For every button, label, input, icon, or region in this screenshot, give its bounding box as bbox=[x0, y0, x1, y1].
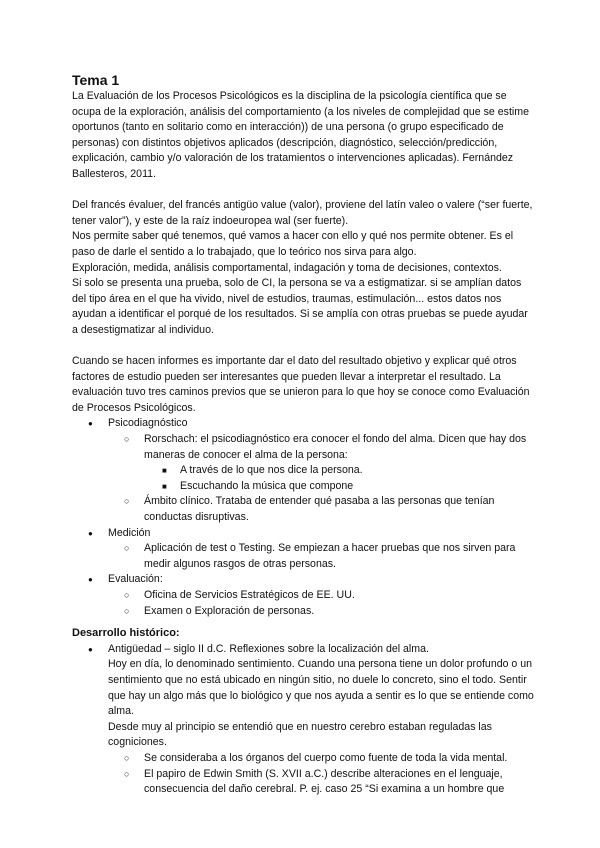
list-item: ○ Aplicación de test o Testing. Se empiezan a hacer pruebas que nos sirven para medir algunos rasgos de otras personas. bbox=[72, 541, 534, 572]
list-item bbox=[72, 572, 534, 619]
antiquity-sublist bbox=[72, 751, 534, 798]
path-medicion-label: Medición bbox=[108, 526, 151, 539]
psicodiagnostico-sublist bbox=[72, 432, 534, 526]
list-item bbox=[72, 416, 534, 525]
page-title: Tema 1 bbox=[72, 72, 120, 88]
list-item: ○ Ámbito clínico. Trataba de entender qué pasaba a las personas que tenían conductas disruptivas. bbox=[72, 494, 534, 525]
list-item bbox=[72, 432, 534, 494]
paths-list bbox=[72, 416, 534, 619]
rorschach-text: Rorschach: el psicodiagnóstico era conocer el fondo del alma. Dicen que hay dos maneras de conocer el alma de la persona: bbox=[144, 433, 527, 461]
list-item bbox=[72, 642, 534, 798]
history-heading: Desarrollo histórico: bbox=[72, 627, 180, 640]
list-item: ■ Escuchando la música que compone bbox=[72, 479, 534, 495]
purpose-paragraph-2: Exploración, medida, análisis comportamental, indagación y toma de decisiones, contextos. bbox=[72, 261, 502, 274]
path-psicodiagnostico-label: Psicodiagnóstico bbox=[108, 417, 188, 430]
purpose-paragraph-1: Nos permite saber qué tenemos, qué vamos a hacer con ello y qué nos permite obtener. Es el paso de darle el sentido a lo trabajado, que lo teórico nos sirva para algo. bbox=[72, 230, 514, 258]
list-item: ○ Oficina de Servicios Estratégicos de EE. UU. bbox=[72, 588, 534, 604]
purpose-paragraph-3: Si solo se presenta una prueba, solo de CI, la persona se va a estigmatizar. si se amplían datos del tipo área en el que ha vivido, nivel de estudios, traumas, estimulación... estos datos nos ayudan a identificar el porqué de los resultados. Si se amplía con otras pruebas se puede ayudar a desestigmatizar al individuo. bbox=[72, 277, 528, 336]
etymology-paragraph: Del francés évaluer, del francés antigüo value (valor), proviene del latín valeo o valere (“ser fuerte, tener valor”), y este de la raíz indoeuropea wal (ser fuerte). bbox=[72, 199, 533, 227]
document-page bbox=[72, 72, 534, 798]
reports-paragraph: Cuando se hacen informes es importante dar el dato del resultado objetivo y explicar qué otros factores de estudio pueden ser interesantes que pueden llevar a interpretar el resultado. La evaluación tuvo tres caminos previos que se unieron para lo que hoy se conoce como Evaluación de Procesos Psicológicos. bbox=[72, 355, 530, 414]
list-item: ○ El papiro de Edwin Smith (S. XVII a.C.) describe alteraciones en el lenguaje, consecuencia del daño cerebral. P. ej. caso 25 “Si examina a un hombre que bbox=[72, 767, 534, 798]
brain-text: Desde muy al principio se entendió que en nuestro cerebro estaban reguladas las cogniciones. bbox=[108, 720, 492, 749]
list-item: ■ A través de lo que nos dice la persona. bbox=[72, 463, 534, 479]
soul-ways-sublist bbox=[72, 463, 534, 494]
antiquity-text: Hoy en día, lo denominado sentimiento. Cuando una persona tiene un dolor profundo o un sentimiento que no está ubicado en ningún sitio, no duele lo concreto, sino el todo. Sentir que hay un algo más que lo biológico y que nos ayuda a sentir es lo que se entiende como alma. bbox=[108, 658, 534, 718]
intro-paragraph: La Evaluación de los Procesos Psicológicos es la disciplina de la psicología científica que se ocupa de la exploración, análisis del comportamiento (a los niveles de complejidad que se estime oportunos (tanto en solitario como en interacción)) de una persona (o grupo especificado de personas) con distintos objetivos aplicados (descripción, diagnóstico, selección/predicción, explicación, cambio y/o valoración de los tratamientos o intervenciones aplicadas). Fernández Ballesteros, 2011. bbox=[72, 90, 529, 180]
history-list bbox=[72, 642, 534, 798]
list-item: ○ Se consideraba a los órganos del cuerpo como fuente de toda la vida mental. bbox=[72, 751, 534, 767]
list-item bbox=[72, 526, 534, 573]
list-item: ○ Examen o Exploración de personas. bbox=[72, 604, 534, 620]
path-evaluacion-label: Evaluación: bbox=[108, 573, 163, 586]
evaluacion-sublist bbox=[72, 588, 534, 619]
medicion-sublist bbox=[72, 541, 534, 572]
antiquity-line: ● Antigüedad – siglo II d.C. Reflexiones sobre la localización del alma. bbox=[108, 642, 429, 655]
